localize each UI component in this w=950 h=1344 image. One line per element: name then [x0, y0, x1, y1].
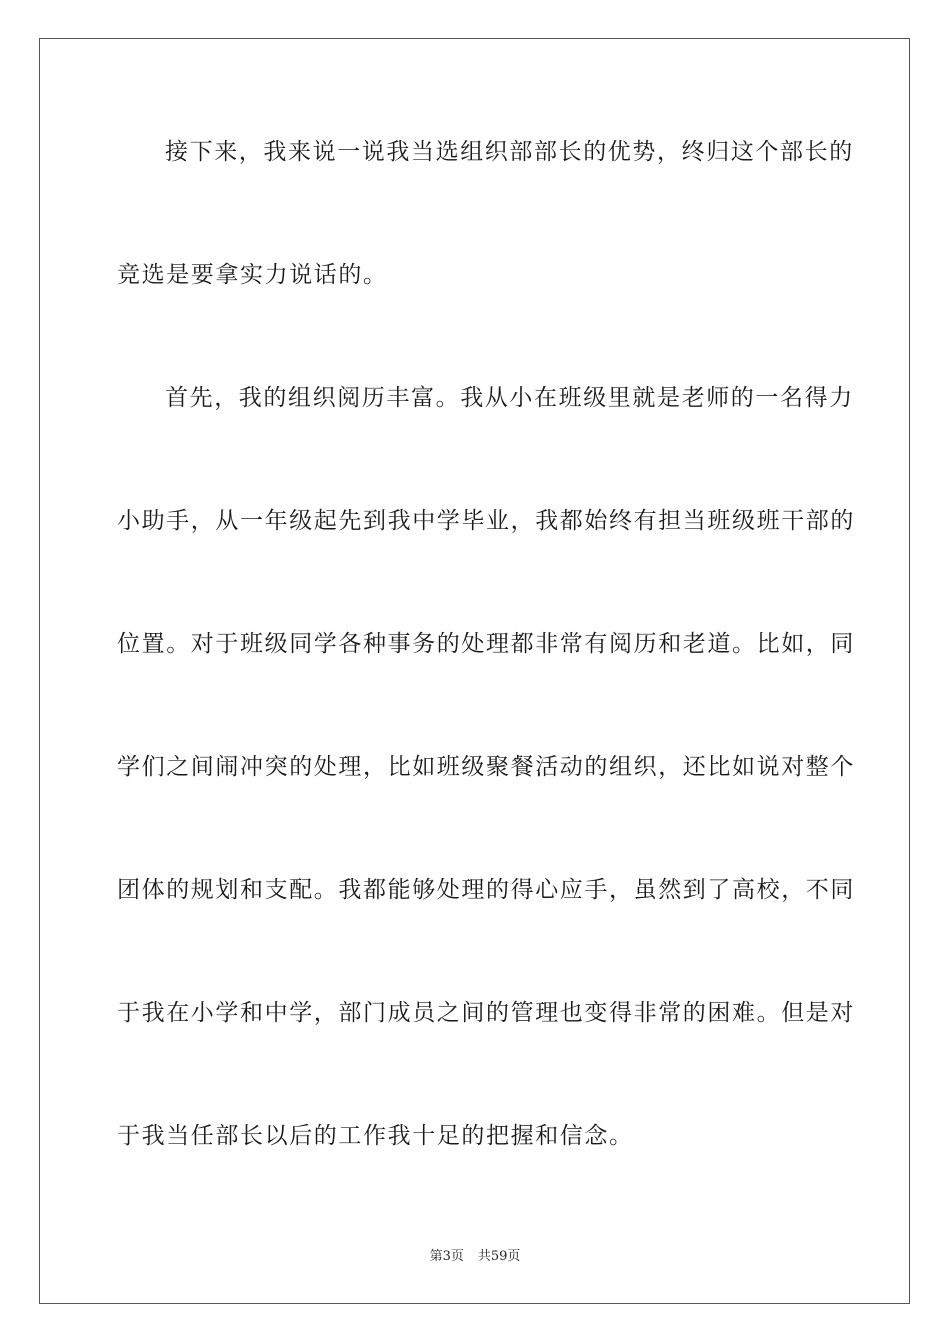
page-number-total: 共59页 — [477, 1249, 521, 1264]
paragraph-2-line-3: 位置。对于班级同学各种事务的处理都非常有阅历和老道。比如，同 — [117, 631, 855, 657]
paragraph-2-line-2: 小助手，从一年级起先到我中学毕业，我都始终有担当班级班干部的 — [117, 508, 855, 534]
paragraph-2-line-5: 团体的规划和支配。我都能够处理的得心应手，虽然到了高校，不同 — [117, 877, 855, 903]
paragraph-2-line-1: 首先，我的组织阅历丰富。我从小在班级里就是老师的一名得力 — [165, 385, 854, 411]
page-footer — [0, 1248, 950, 1266]
paragraph-1-line-1: 接下来，我来说一说我当选组织部部长的优势，终归这个部长的 — [165, 139, 854, 165]
page-number-current: 第3页 — [429, 1249, 464, 1264]
page-border — [39, 38, 910, 1304]
paragraph-2-line-4: 学们之间闹冲突的处理，比如班级聚餐活动的组织，还比如说对整个 — [117, 754, 855, 780]
paragraph-2-line-7: 于我当任部长以后的工作我十足的把握和信念。 — [117, 1123, 634, 1149]
paragraph-1-line-2: 竞选是要拿实力说话的。 — [117, 262, 388, 288]
paragraph-2-line-6: 于我在小学和中学，部门成员之间的管理也变得非常的困难。但是对 — [117, 1000, 855, 1026]
